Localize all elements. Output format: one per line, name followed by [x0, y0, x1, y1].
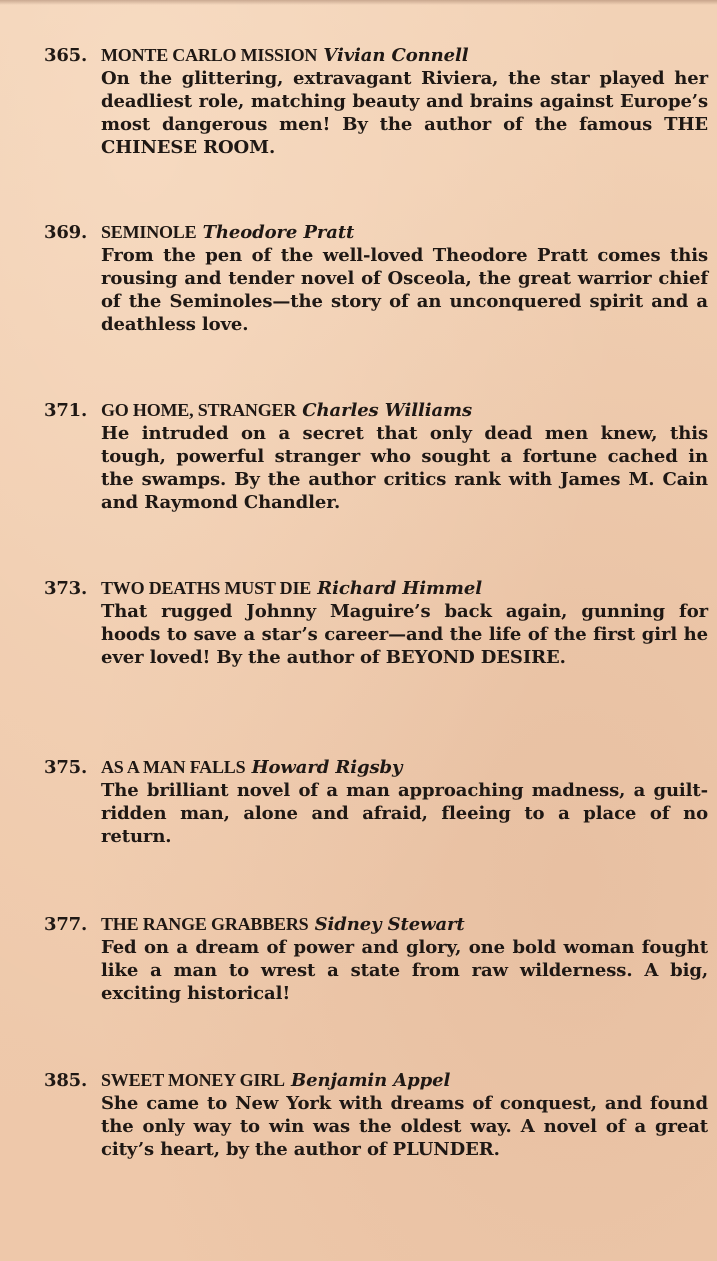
book-description: She came to New York with dreams of conquest, and found the only way to win was the oldest way. A novel of a great city’s heart, by the author of PLUNDER.: [101, 1093, 708, 1160]
book-number: 371.: [44, 400, 88, 421]
book-author: Howard Rigsby: [251, 757, 403, 778]
book-author: Theodore Pratt: [202, 222, 355, 243]
book-description: From the pen of the well-loved Theodore Pratt comes this rousing and tender novel of Osceola, the great warrior chief of the Seminoles—the story of an unconquered spirit and a deathless love.: [101, 245, 708, 335]
book-number: 375.: [44, 757, 88, 778]
book-title: GO HOME, STRANGER: [101, 400, 297, 420]
book-author: Charles Williams: [302, 400, 473, 421]
book-description: He intruded on a secret that only dead men knew, this tough, powerful stranger who sought a fortune cached in the swamps. By the author critics rank with James M. Cain and Raymond Chandler.: [101, 423, 708, 513]
book-title: SWEET MONEY GIRL: [101, 1070, 285, 1090]
book-title: TWO DEATHS MUST DIE: [101, 578, 312, 598]
book-author: Benjamin Appel: [291, 1070, 451, 1091]
book-text: [101, 577, 708, 669]
book-description: That rugged Johnny Maguire’s back again, gunning for hoods to save a star’s career—and the life of the first girl he ever loved! By the author of BEYOND DESIRE.: [101, 601, 708, 668]
book-title: MONTE CARLO MISSION: [101, 45, 318, 65]
book-text: [101, 1069, 708, 1161]
book-description: Fed on a dream of power and glory, one bold woman fought like a man to wrest a state from raw wilderness. A big, exciting historical!: [101, 937, 708, 1004]
book-number: 369.: [44, 222, 88, 243]
book-text: [101, 913, 708, 1005]
book-description: The brilliant novel of a man approaching madness, a guilt-ridden man, alone and afraid, fleeing to a place of no return.: [101, 780, 708, 847]
book-text: [101, 756, 708, 848]
book-title: SEMINOLE: [101, 222, 197, 242]
book-number: 365.: [44, 45, 88, 66]
book-author: Vivian Connell: [323, 45, 469, 66]
book-author: Richard Himmel: [317, 578, 482, 599]
book-author: Sidney Stewart: [314, 914, 465, 935]
book-text: [101, 399, 708, 514]
book-number: 373.: [44, 578, 88, 599]
book-text: [101, 221, 708, 336]
book-title: AS A MAN FALLS: [101, 757, 246, 777]
book-title: THE RANGE GRABBERS: [101, 914, 309, 934]
book-description: On the glittering, extravagant Riviera, the star played her deadliest role, matching beauty and brains against Europe’s most dangerous men! By the author of the famous THE CHINESE ROOM.: [101, 68, 708, 158]
book-number: 377.: [44, 914, 88, 935]
book-number: 385.: [44, 1070, 88, 1091]
book-text: [101, 44, 708, 159]
